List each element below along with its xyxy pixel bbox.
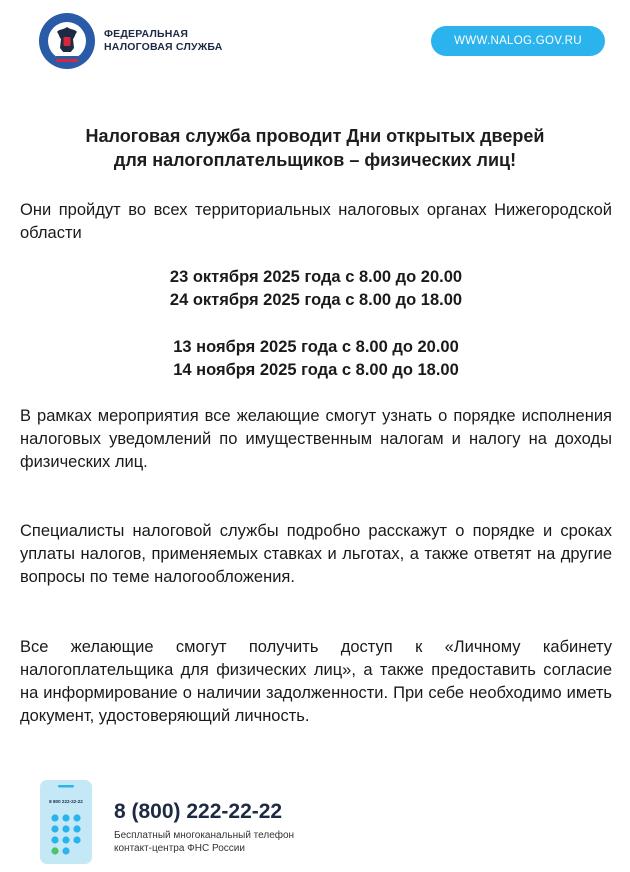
- caption-line2: контакт-центра ФНС России: [114, 843, 245, 854]
- dates-november: [20, 336, 612, 382]
- date-line: 24 октября 2025 года с 8.00 до 18.00: [169, 291, 463, 309]
- date-line: 14 ноября 2025 года с 8.00 до 18.00: [173, 361, 459, 379]
- paragraph-specialists: Специалисты налоговой службы подробно расскажут о порядке и сроках уплаты налогов, применяемых ставках и льготах, а также ответят на другие вопросы по теме налогообложения.: [20, 522, 612, 586]
- paragraph-personal-account: Все желающие смогут получить доступ к «Личному кабинету налогоплательщика для физических лиц», а также предоставить согласие на информирование о наличии задолженности. При себе необходимо иметь документ, удостоверяющий личность.: [20, 638, 612, 725]
- page-title: [20, 124, 610, 172]
- org-name-line2: НАЛОГОВАЯ СЛУЖБА: [104, 41, 223, 53]
- intro-paragraph: Они пройдут во всех территориальных налоговых органах Нижегородской области: [20, 201, 612, 242]
- date-line: 13 ноября 2025 года с 8.00 до 20.00: [173, 338, 459, 356]
- org-name-line1: ФЕДЕРАЛЬНАЯ: [104, 28, 189, 40]
- org-name: [104, 28, 223, 54]
- fns-emblem-icon: [38, 12, 96, 70]
- header: [0, 0, 630, 90]
- paragraph-notifications: В рамках мероприятия все желающие смогут узнать о порядке исполнения налоговых уведомлений по имущественным налогам и налогу на доходы физических лиц.: [20, 407, 612, 471]
- dates-october: [20, 266, 612, 312]
- date-line: 23 октября 2025 года с 8.00 до 20.00: [169, 268, 463, 286]
- phone-screen-text: 8 800 222-22-22: [49, 799, 83, 804]
- title-line1: Налоговая служба проводит Дни открытых дверей: [85, 126, 545, 146]
- title-line2: для налогоплательщиков – физических лиц!: [113, 150, 517, 170]
- caption-line1: Бесплатный многоканальный телефон: [114, 830, 295, 841]
- hotline-caption: [114, 829, 294, 855]
- phone-keypad-icon: [40, 780, 92, 864]
- website-link-button[interactable]: WWW.NALOG.GOV.RU: [431, 26, 605, 56]
- hotline-phone-number[interactable]: 8 (800) 222-22-22: [114, 800, 283, 823]
